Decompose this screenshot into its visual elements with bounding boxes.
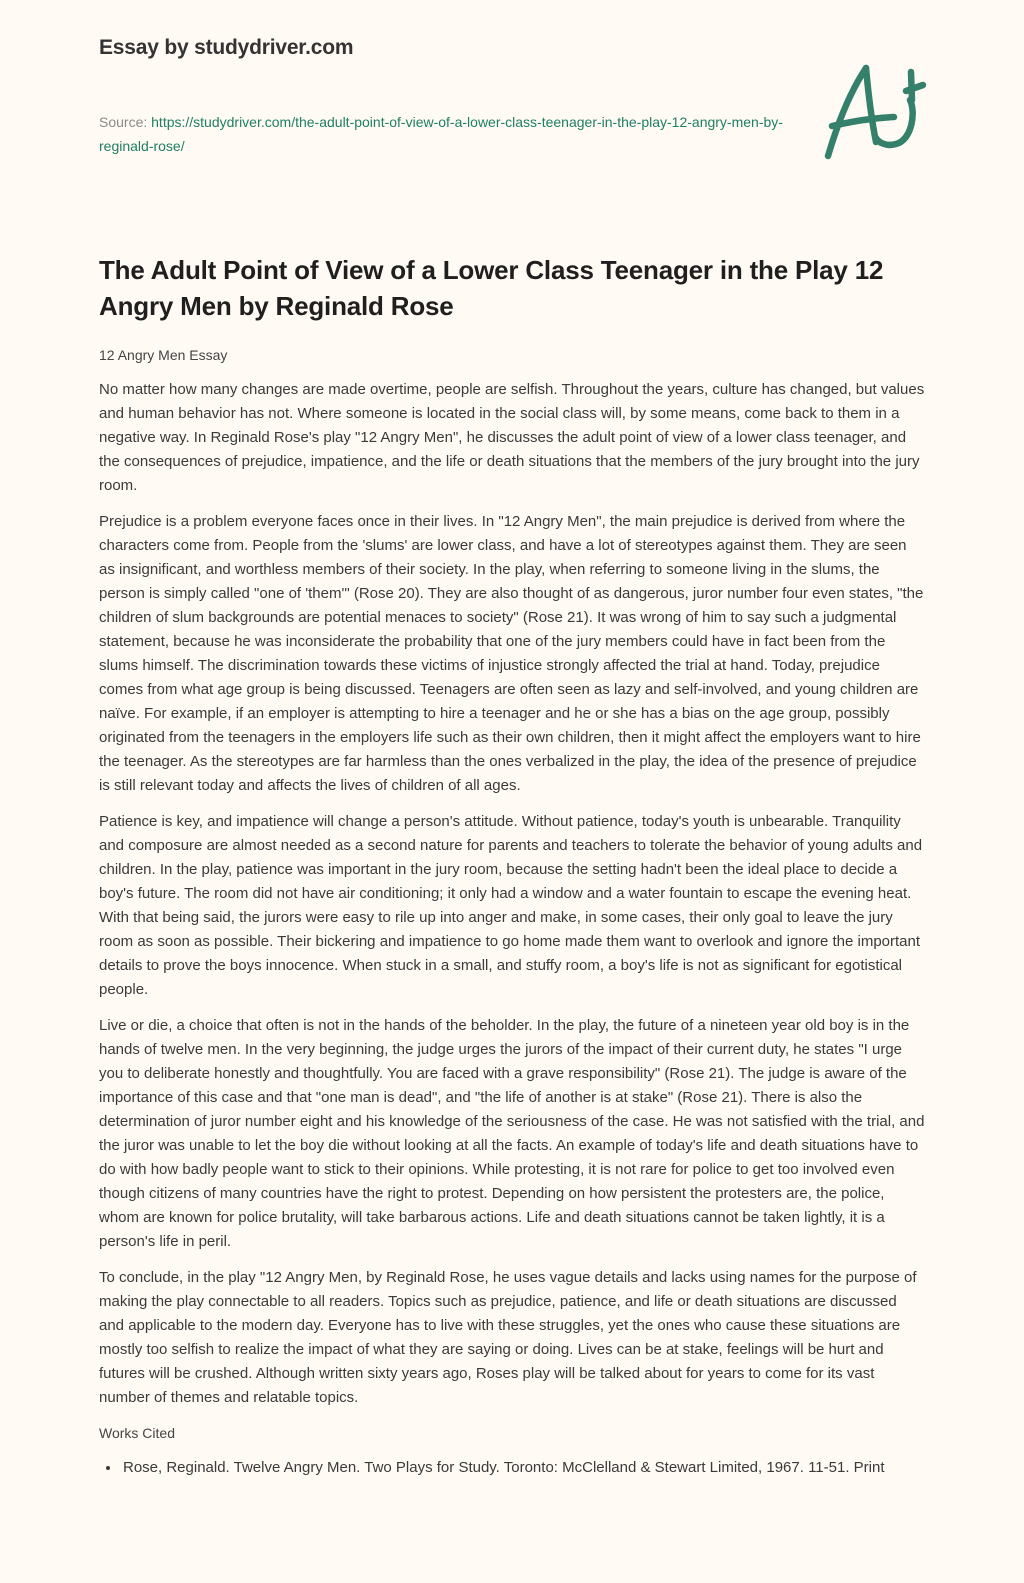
a-plus-grade-icon	[820, 60, 940, 170]
page-header	[0, 0, 1024, 200]
brand-title: Essay by studydriver.com	[99, 36, 354, 59]
works-cited-heading: Works Cited	[99, 1425, 175, 1441]
source-label: Source:	[99, 114, 148, 130]
essay-paragraph-patience: Patience is key, and impatience will change a person's attitude. Without patience, today's youth is unbearable. Tranquility and composure are almost needed as a second nature for parents and teachers to tolerate the behavior of young adults and children. In the play, patience was important in the jury room, because the setting hadn't been the ideal place to decide a boy's future. The room did not have air conditioning; it only had a window and a water fountain to escape the evening heat. With that being said, the jurors were easy to rile up into anger and make, in some cases, their only goal to leave the jury room as soon as possible. Their bickering and impatience to go home made them want to overlook and ignore the important details to prove the boys innocence. When stuck in a small, and stuffy room, a boy's life is not as significant for egotistical people.	[99, 813, 923, 998]
essay-paragraph-conclusion: To conclude, in the play "12 Angry Men, by Reginald Rose, he uses vague details and lacks using names for the purpose of making the play connectable to all readers. Topics such as prejudice, patience, and life or death situations are discussed and applicable to the modern day. Everyone has to live with these struggles, yet the ones who cause these situations are mostly too selfish to realize the impact of what they are saying or doing. Lives can be at stake, feelings will be hurt and futures will be crushed. Although written sixty years ago, Roses play will be talked about for years to come for its vast number of themes and relatable topics.	[99, 1269, 917, 1406]
essay-paragraph-life-or-death: Live or die, a choice that often is not in the hands of the beholder. In the play, the future of a nineteen year old boy is in the hands of twelve men. In the very beginning, the judge urges the jurors of the impact of their current duty, he states "I urge you to deliberate honestly and thoughtfully. You are faced with a grave responsibility" (Rose 21). The judge is aware of the importance of this case and that "one man is dead", and "the life of another is at stake" (Rose 21). There is also the determination of juror number eight and his knowledge of the seriousness of the case. He was not satisfied with the trial, and the juror was unable to let the boy die without looking at all the facts. An example of today's life and death situations have to do with how badly people want to stick to their opinions. While protesting, it is not rare for police to get too involved even though citizens of many countries have the right to protest. Depending on how persistent the protesters are, the police, whom are known for police brutality, will take barbarous actions. Life and death situations cannot be taken lightly, it is a person's life in peril.	[99, 1017, 925, 1250]
essay-article	[99, 252, 925, 1480]
essay-paragraph-intro: No matter how many changes are made overtime, people are selfish. Throughout the years, culture has changed, but values and human behavior has not. Where someone is located in the social class will, by some means, come back to them in a negative way. In Reginald Rose's play "12 Angry Men", he discusses the adult point of view of a lower class teenager, and the consequences of prejudice, impatience, and the life or death situations that the members of the jury brought into the jury room.	[99, 381, 925, 494]
works-cited-list	[99, 1456, 925, 1480]
essay-subtitle: 12 Angry Men Essay	[99, 347, 228, 363]
source-line	[99, 110, 799, 158]
source-link[interactable]: https://studydriver.com/the-adult-point-of-view-of-a-lower-class-teenager-in-the-play-12-angry-men-by-reginald-rose/	[99, 114, 783, 154]
essay-title: The Adult Point of View of a Lower Class Teenager in the Play 12 Angry Men by Reginald Rose	[99, 255, 884, 321]
works-cited-item: • Rose, Reginald. Twelve Angry Men. Two Plays for Study. Toronto: McClelland & Stewart Limited, 1967. 11-51. Print	[121, 1456, 925, 1480]
essay-paragraph-prejudice: Prejudice is a problem everyone faces once in their lives. In "12 Angry Men", the main prejudice is derived from where the characters come from. People from the 'slums' are lower class, and have a lot of stereotypes against them. They are seen as insignificant, and worthless members of their society. In the play, when referring to someone living in the slums, the person is simply called "one of 'them'" (Rose 20). They are also thought of as dangerous, juror number four even states, "the children of slum backgrounds are potential menaces to society" (Rose 21). It was wrong of him to say such a judgmental statement, because he was inconsiderate the probability that one of the jury members could have in fact been from the slums himself. The discrimination towards these victims of injustice strongly affected the trial at hand. Today, prejudice comes from what age group is being discussed. Teenagers are often seen as lazy and self-involved, and young children are naïve. For example, if an employer is attempting to hire a teenager and he or she has a bias on the age group, possibly originated from the teenagers in the employers life such as their own children, then it might affect the employers want to hire the teenager. As the stereotypes are far harmless than the ones verbalized in the play, the idea of the presence of prejudice is still relevant today and affects the lives of children of all ages.	[99, 513, 924, 794]
